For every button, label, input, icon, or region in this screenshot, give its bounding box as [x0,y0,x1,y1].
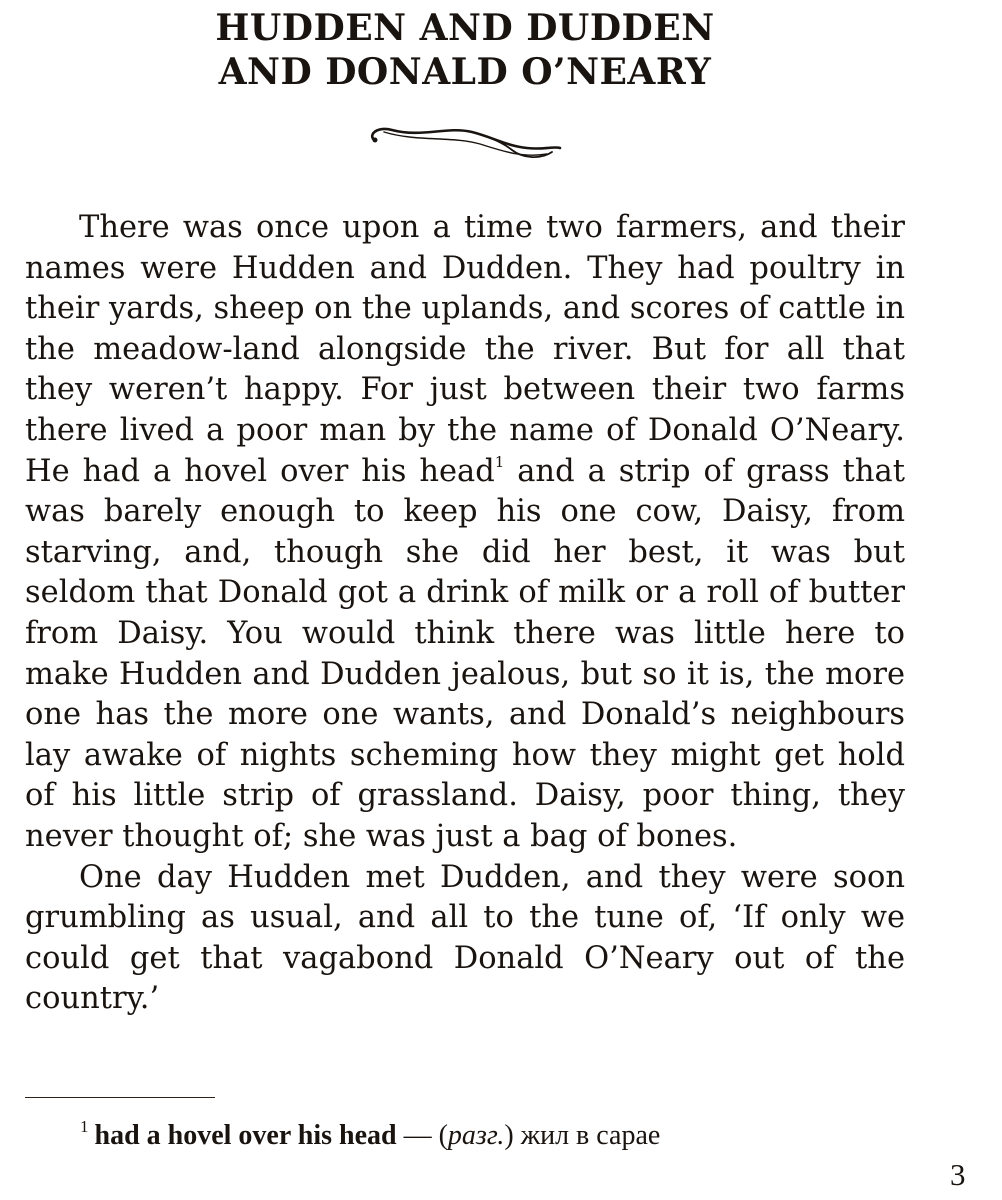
footnote-usage-label: разг. [447,1120,505,1151]
chapter-title-line-2: AND DONALD O’NEARY [218,51,712,93]
paragraph-text: and a strip of grass that was barely enough to keep his one cow, Daisy, from starving, and, though she did her best, it was but seldom that Donald got a drink of milk or a roll of butter from Daisy. You would think there was little here to make Hudden and Dudden jealous, but so it is, the more one has the more one wants, and Donald’s neighbours lay awake of nights scheming how they might get hold of his little strip of grassland. Daisy, poor thing, they never thought of; she was just a bag of bones. [25,453,905,854]
chapter-title-line-1: HUDDEN AND DUDDEN [215,7,715,49]
swirl-flourish-ornament [362,118,568,170]
footnote-close: ) [504,1120,521,1151]
footnote-reference: 1 [494,452,505,471]
chapter-title [0,6,930,94]
paragraph: One day Hudden met Dudden, and they were soon grumbling as usual, and all to the tune of, ‘If only we could get that vagabond Donald O’Neary out of the country.’ [25,859,905,1017]
footnote-divider [25,1097,215,1098]
footnote-term: had a hovel over his head [94,1120,397,1151]
footnote-mark: 1 [80,1117,89,1136]
footnote-dash: — ( [396,1120,448,1151]
paragraph-text: There was once upon a time two farmers, and their names were Hudden and Dudden. They had poultry in their yards, sheep on the uplands, and scores of cattle in the meadow-land alongside the river. But for all that they weren’t happy. For just between their two farms there lived a poor man by the name of Donald O’Neary. He had a hovel over his head [25,210,905,489]
paragraph [25,208,905,858]
footnote [80,1110,920,1153]
footnote-translation: жил в сарае [520,1120,661,1151]
story-body [25,208,905,1020]
page-number: 3 [950,1157,966,1192]
